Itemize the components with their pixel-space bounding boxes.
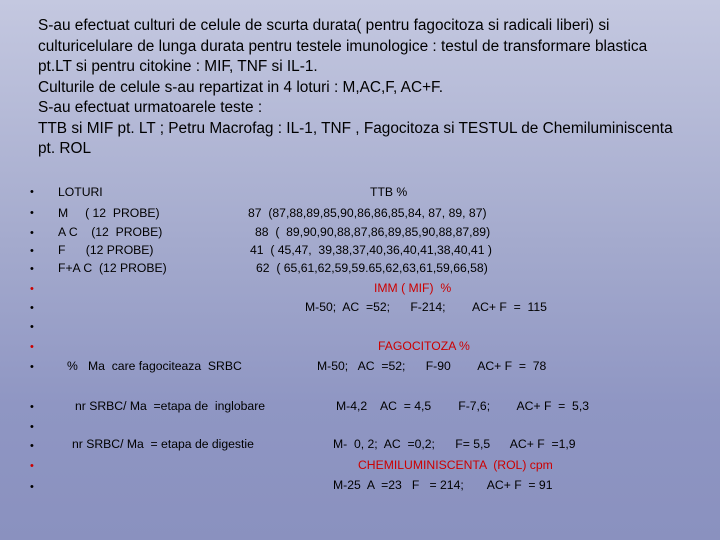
bullet: •: [30, 263, 34, 275]
bullet: •: [30, 460, 34, 472]
imm-title: IMM ( MIF) %: [374, 281, 452, 295]
ttb-header: TTB %: [370, 185, 408, 199]
bullet: •: [30, 361, 34, 373]
ttb-row: 62 ( 65,61,62,59,59.65,62,63,61,59,66,58): [256, 261, 488, 275]
bullet: •: [30, 421, 34, 433]
bullet: •: [30, 341, 34, 353]
intro-line: TTB si MIF pt. LT ; Petru Macrofag : IL-1, TNF , Fagocitoza si TESTUL de Chemiluminiscenta: [38, 119, 673, 137]
inglobare-values: M-4,2 AC = 4,5 F-7,6; AC+ F = 5,3: [336, 399, 589, 413]
intro-line: S-au efectuat urmatoarele teste :: [38, 99, 263, 116]
bullet: •: [30, 227, 34, 239]
loturi-header: LOTURI: [58, 185, 103, 199]
fagocitoza-values: M-50; AC =52; F-90 AC+ F = 78: [317, 359, 547, 373]
bullet: •: [30, 401, 34, 413]
bullet: •: [30, 302, 34, 314]
lot-row: M ( 12 PROBE): [58, 206, 160, 220]
inglobare-label: nr SRBC/ Ma =etapa de inglobare: [75, 399, 266, 413]
bullet: •: [30, 245, 34, 257]
lot-row: F (12 PROBE): [58, 243, 154, 257]
intro-line: pt. ROL: [38, 140, 92, 157]
bullet: •: [30, 207, 34, 219]
ttb-row: 88 ( 89,90,90,88,87,86,89,85,90,88,87,89): [255, 225, 491, 239]
digestie-label: nr SRBC/ Ma = etapa de digestie: [72, 437, 254, 451]
imm-values: M-50; AC =52; F-214; AC+ F = 115: [305, 300, 547, 314]
intro-line: pt.LT si pentru citokine : MIF, TNF si IL-1.: [38, 58, 318, 75]
bullet: •: [30, 186, 34, 198]
chemi-values: M-25 A =23 F = 214; AC+ F = 91: [333, 478, 553, 492]
bullet: •: [30, 321, 34, 333]
lot-row: F+A C (12 PROBE): [58, 261, 167, 275]
intro-line: culturicelulare de lunga durata pentru testele imunologice : testul de transformare blastica: [38, 37, 648, 55]
ttb-row: 87 (87,88,89,85,90,86,86,85,84, 87, 89, 87): [248, 206, 487, 220]
intro-line: S-au efectuat culturi de celule de scurta durata( pentru fagocitoza si radicali liberi) si: [38, 17, 610, 34]
intro-line: Culturile de celule s-au repartizat in 4 loturi : M,AC,F, AC+F.: [38, 78, 444, 96]
intro-paragraph: [38, 16, 708, 160]
bullet: •: [30, 440, 34, 452]
chemi-title: CHEMILUMINISCENTA (ROL) cpm: [358, 458, 553, 472]
bullet: •: [30, 283, 34, 295]
bullet: •: [30, 481, 34, 493]
ttb-row: 41 ( 45,47, 39,38,37,40,36,40,41,38,40,41 ): [250, 243, 492, 257]
fagocitoza-label: % Ma care fagociteaza SRBC: [67, 359, 242, 373]
fagocitoza-title: FAGOCITOZA %: [378, 339, 470, 353]
digestie-values: M- 0, 2; AC =0,2; F= 5,5 AC+ F =1,9: [333, 437, 576, 451]
lot-row: A C (12 PROBE): [58, 225, 163, 239]
